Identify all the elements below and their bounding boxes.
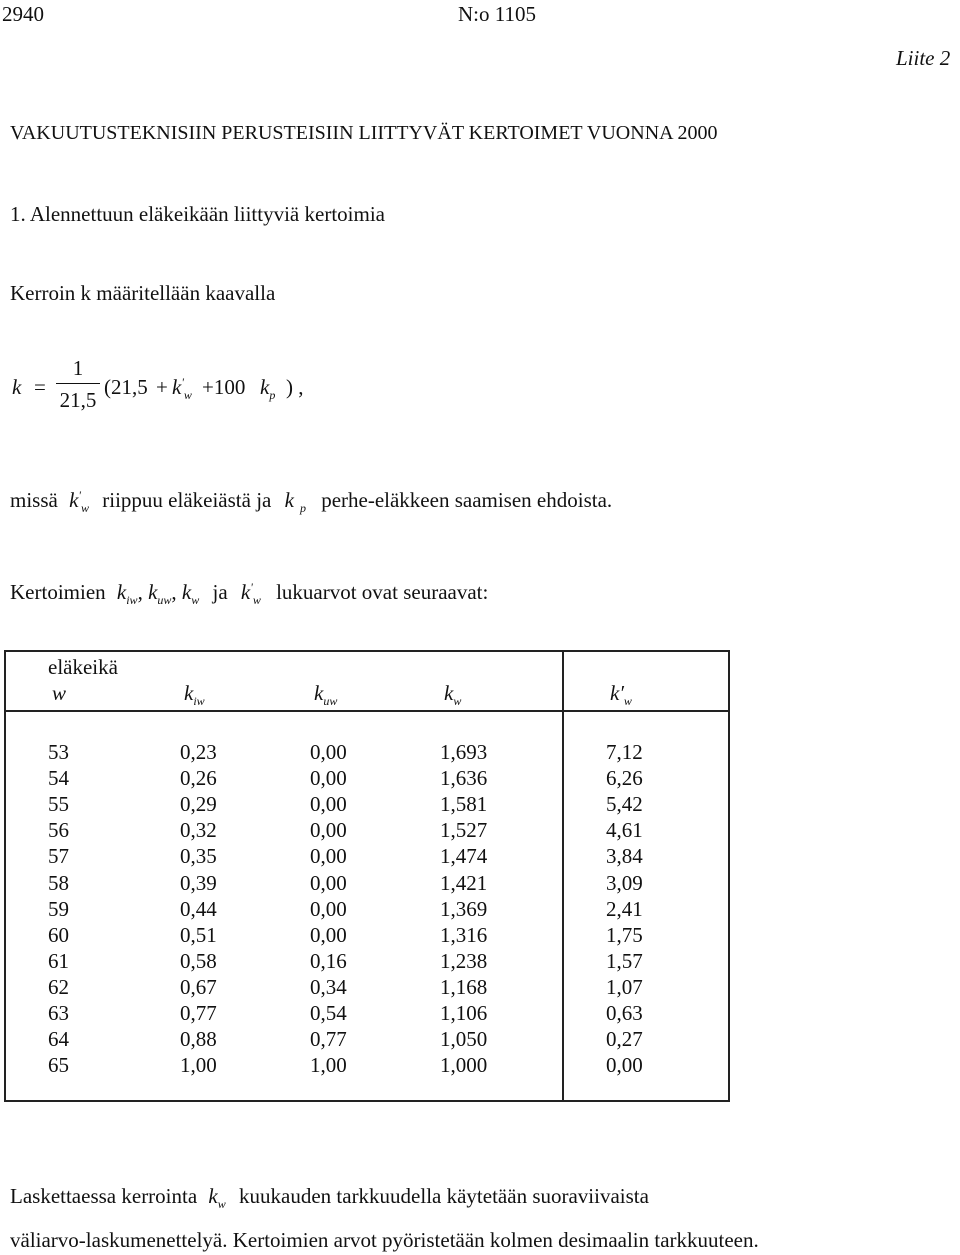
table-row xyxy=(0,740,730,766)
table-row xyxy=(0,792,730,818)
cell-age: 54 xyxy=(48,766,69,791)
cell-age: 60 xyxy=(48,922,69,947)
cell-kiw: 0,39 xyxy=(180,870,217,895)
cell-kwprime: 1,07 xyxy=(606,974,643,999)
cell-kw: 1,316 xyxy=(440,922,488,947)
cell-kiw: 0,32 xyxy=(180,818,217,843)
footer-k-subscript: w xyxy=(217,1197,226,1212)
cell-kuw: 0,00 xyxy=(310,844,347,869)
cell-kwprime: 0,00 xyxy=(606,1053,643,1078)
cell-kuw: 0,00 xyxy=(310,922,347,947)
header-kwprime xyxy=(610,681,632,709)
cell-age: 58 xyxy=(48,870,69,895)
table-row xyxy=(0,949,730,975)
cell-kw: 1,693 xyxy=(440,740,488,764)
cell-kuw: 0,00 xyxy=(310,870,347,895)
issue-number: N:o 1105 xyxy=(458,2,536,26)
header-kw xyxy=(444,681,462,709)
cell-age: 59 xyxy=(48,896,69,921)
formula-plus: + xyxy=(156,375,168,399)
values-intro-kiw xyxy=(116,580,138,608)
table-row xyxy=(0,766,730,792)
cell-kw: 1,168 xyxy=(440,974,488,999)
table-row xyxy=(0,975,730,1001)
cell-kuw: 0,00 xyxy=(310,818,347,843)
explanation-kp xyxy=(284,488,306,516)
table-row xyxy=(0,818,730,844)
section-heading: 1. Alennettuun eläkeikään liittyviä kertoimia xyxy=(10,202,385,226)
kuw-subscript: uw xyxy=(157,593,172,608)
header-w: w xyxy=(52,681,67,705)
cell-kw: 1,238 xyxy=(440,948,488,973)
table-row xyxy=(0,1027,730,1053)
cell-kiw: 0,51 xyxy=(180,922,217,947)
cell-kwprime: 3,09 xyxy=(606,870,643,895)
comma-1: , xyxy=(137,580,143,604)
header-kiw-symbol: k xyxy=(184,681,194,705)
kw-symbol: k xyxy=(172,375,182,399)
cell-kuw: 0,00 xyxy=(310,766,347,791)
header-kiw-subscript: iw xyxy=(193,694,205,709)
formula-eq: = xyxy=(34,375,46,399)
kwprime-prime: ' xyxy=(250,580,253,594)
header-kw-symbol: k xyxy=(444,681,454,705)
cell-age: 53 xyxy=(48,740,69,764)
kp-symbol: k xyxy=(260,375,270,399)
cell-kuw: 0,00 xyxy=(310,740,347,764)
footer-text-a: Laskettaessa kerrointa xyxy=(10,1184,198,1208)
formula-kp xyxy=(260,375,276,403)
formula-close: ) , xyxy=(286,375,304,399)
footer-text-b: kuukauden tarkkuudella käytetään suoraviivaista xyxy=(239,1184,649,1208)
cell-kwprime: 3,84 xyxy=(606,844,643,869)
cell-kwprime: 2,41 xyxy=(606,896,643,921)
footer-k-symbol: k xyxy=(208,1184,218,1208)
cell-kw: 1,106 xyxy=(440,1001,488,1025)
footer-line-1 xyxy=(10,1184,649,1212)
cell-age: 55 xyxy=(48,792,69,817)
cell-kuw: 0,34 xyxy=(310,974,347,999)
values-intro-kuw xyxy=(148,580,172,608)
cell-kiw: 0,23 xyxy=(180,740,217,764)
kp-subscript: p xyxy=(269,388,276,403)
header-age-label: eläkeikä xyxy=(48,655,118,679)
table-row xyxy=(0,923,730,949)
document-title: VAKUUTUSTEKNISIIN PERUSTEISIIN LIITTYVÄT KERTOIMET VUONNA 2000 xyxy=(10,122,718,144)
fraction-numerator: 1 xyxy=(72,356,84,380)
intro-text: Kerroin k määritellään kaavalla xyxy=(10,281,276,305)
fraction-denominator: 21,5 xyxy=(59,388,97,412)
table-row xyxy=(0,1001,730,1027)
cell-kw: 1,369 xyxy=(440,896,488,921)
explanation-end: perhe-eläkkeen saamisen ehdoista. xyxy=(321,488,613,512)
explanation-k-symbol: k xyxy=(69,488,79,512)
formula-kw xyxy=(172,375,192,403)
cell-kiw: 0,88 xyxy=(180,1027,217,1052)
kiw-symbol: k xyxy=(116,580,127,604)
formula-fraction xyxy=(56,356,100,413)
explanation-k-prime: ' xyxy=(78,488,81,502)
cell-kuw: 0,00 xyxy=(310,896,347,921)
cell-kw: 1,421 xyxy=(440,870,488,895)
cell-kuw: 0,16 xyxy=(310,948,347,973)
page-number: 2940 xyxy=(2,2,44,26)
cell-age: 63 xyxy=(48,1001,69,1025)
table-header-divider xyxy=(4,710,730,712)
cell-kiw: 0,29 xyxy=(180,792,217,817)
kuw-symbol: k xyxy=(148,580,158,604)
header-kiw xyxy=(184,681,205,709)
explanation-line xyxy=(10,488,613,516)
table-row xyxy=(0,871,730,897)
kw-subscript: w xyxy=(183,388,192,403)
cell-kiw: 0,26 xyxy=(180,766,217,791)
cell-kuw: 0,77 xyxy=(310,1027,347,1052)
cell-kiw: 0,44 xyxy=(180,896,217,921)
cell-kiw: 1,00 xyxy=(180,1053,217,1078)
values-intro-line xyxy=(10,580,489,608)
cell-kw: 1,000 xyxy=(440,1053,488,1078)
kw2-subscript: w xyxy=(191,593,200,608)
cell-kwprime: 0,27 xyxy=(606,1027,643,1052)
values-intro-ja: ja xyxy=(212,580,228,604)
cell-age: 64 xyxy=(48,1027,69,1052)
appendix-label: Liite 2 xyxy=(896,46,951,70)
cell-kwprime: 4,61 xyxy=(606,818,643,843)
kwprime-symbol: k xyxy=(240,580,251,604)
formula-open: (21,5 xyxy=(104,375,148,399)
fraction-bar xyxy=(56,383,100,384)
header-kwprime-symbol: k xyxy=(610,681,620,705)
table-row xyxy=(0,897,730,923)
cell-kw: 1,474 xyxy=(440,844,488,869)
cell-kiw: 0,67 xyxy=(180,974,217,999)
explanation-kw xyxy=(69,488,90,516)
cell-age: 65 xyxy=(48,1053,69,1078)
cell-kw: 1,050 xyxy=(440,1027,488,1052)
values-intro-kw xyxy=(181,580,200,608)
header-kwprime-subscript: w xyxy=(623,694,632,709)
cell-kiw: 0,58 xyxy=(180,948,217,973)
explanation-kp-symbol: k xyxy=(284,488,294,512)
cell-age: 57 xyxy=(48,844,69,869)
footer-kw xyxy=(208,1184,226,1212)
cell-age: 61 xyxy=(48,948,69,973)
explanation-middle: riippuu eläkeiästä ja xyxy=(102,488,272,512)
table-row xyxy=(0,844,730,870)
cell-kwprime: 1,75 xyxy=(606,922,643,947)
header-kw-subscript: w xyxy=(453,694,462,709)
footer-line-2: väliarvo-laskumenettelyä. Kertoimien arvot pyöristetään kolmen desimaalin tarkkuuteen. xyxy=(10,1228,759,1252)
header-kuw-subscript: uw xyxy=(323,694,338,709)
explanation-kp-subscript: p xyxy=(299,501,306,516)
kiw-subscript: iw xyxy=(126,593,138,608)
kwprime-subscript: w xyxy=(252,593,261,608)
explanation-k-subscript: w xyxy=(81,501,90,516)
header-kuw xyxy=(314,681,338,709)
cell-age: 62 xyxy=(48,974,69,999)
kw-prime: ' xyxy=(181,375,184,389)
cell-kwprime: 1,57 xyxy=(606,948,643,973)
cell-kiw: 0,77 xyxy=(180,1001,217,1025)
formula-lhs: k xyxy=(12,375,22,399)
kw2-symbol: k xyxy=(181,580,192,604)
cell-kw: 1,581 xyxy=(440,792,488,817)
explanation-missa: missä xyxy=(10,488,58,512)
values-intro-suffix: lukuarvot ovat seuraavat: xyxy=(276,580,489,604)
table-row xyxy=(0,1053,730,1079)
cell-kuw: 1,00 xyxy=(310,1053,347,1078)
cell-kw: 1,636 xyxy=(440,766,488,791)
cell-kuw: 0,54 xyxy=(310,1001,347,1025)
formula-plus-100: +100 xyxy=(202,375,246,399)
cell-kwprime: 0,63 xyxy=(606,1001,643,1025)
header-kwprime-prime: ′ xyxy=(619,681,624,705)
cell-kuw: 0,00 xyxy=(310,792,347,817)
cell-kwprime: 6,26 xyxy=(606,766,643,791)
cell-kwprime: 5,42 xyxy=(606,792,643,817)
header-kuw-symbol: k xyxy=(314,681,324,705)
values-intro-kwprime xyxy=(240,580,261,608)
comma-2: , xyxy=(171,580,177,604)
values-intro-prefix: Kertoimien xyxy=(10,580,106,604)
cell-age: 56 xyxy=(48,818,69,843)
cell-kiw: 0,35 xyxy=(180,844,217,869)
cell-kw: 1,527 xyxy=(440,818,488,843)
cell-kwprime: 7,12 xyxy=(606,740,643,764)
